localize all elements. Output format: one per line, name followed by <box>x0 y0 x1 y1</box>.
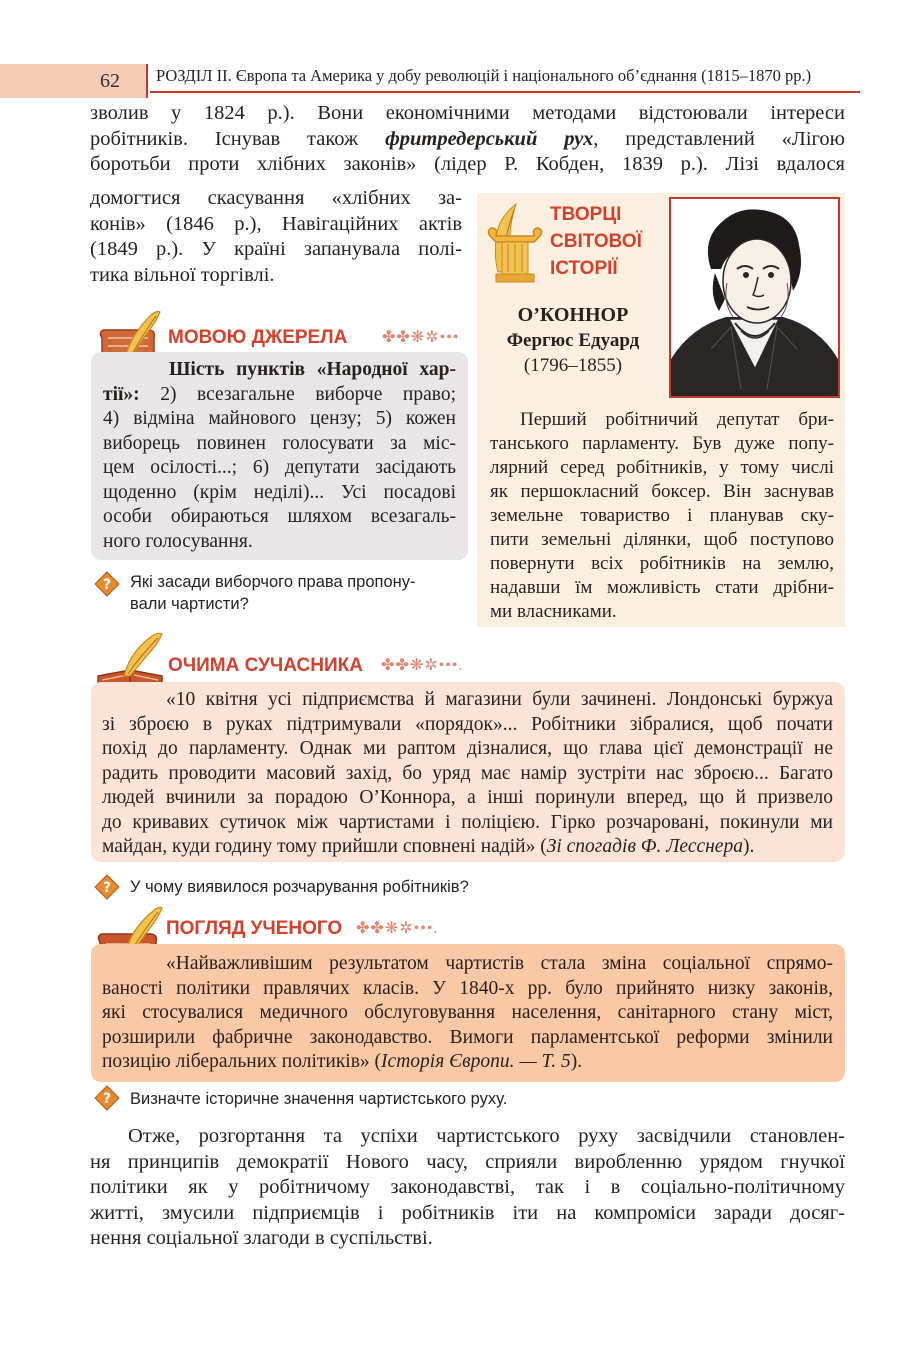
person-surname: О’КОННОР <box>517 304 629 326</box>
text-fragment: майдан, куди годину тому прийшли сповнені надій» ( <box>102 836 547 857</box>
citation: Зі спогадів Ф. Лесснера <box>546 836 743 857</box>
creators-title-line: СВІТОВОЇ <box>550 231 642 252</box>
text-line: похід до парламенту. Однак ми раптом дізналися, що глава цієї демонстрації не <box>102 738 833 759</box>
page-number: 62 <box>100 70 120 92</box>
ornament-divider: ✤✤❋✲•••. <box>356 920 439 937</box>
ornament-divider: ✤✤❋✲•••. <box>381 657 464 674</box>
text-line: особи обираються шляхом всезагаль- <box>103 506 456 527</box>
portrait-frame <box>669 197 840 398</box>
text-line: ваності політики правлячих класів. У 1840-х рр. було прийнято низку законів, <box>102 977 833 999</box>
text-line: Перший робітничий депутат бри- <box>520 409 834 430</box>
key-term: фритредерський рух <box>385 127 594 150</box>
eyes-quote <box>102 688 833 860</box>
question-line: Які засади виборчого права пропону- <box>130 573 416 591</box>
question-text: Визначте історичне значення чартистського руху. <box>130 1090 508 1108</box>
svg-text:?: ? <box>102 880 112 896</box>
text-line: виборець повинен голосувати за міс- <box>103 432 456 454</box>
text-line: до кривавих сутичок між чартистами і поліцією. Гірко розчаровані, покинули ми <box>102 811 833 833</box>
quote-heading-cont: тії»: <box>103 383 140 405</box>
citation: Історія Європи. — Т. 5 <box>381 1051 571 1072</box>
text-line: ня принципів демократії Нового часу, сприяли виробленню урядом гнучкої <box>90 1150 845 1173</box>
intro-paragraph <box>90 101 845 178</box>
ionic-column-icon <box>484 198 546 286</box>
sources-title: МОВОЮ ДЖЕРЕЛА <box>168 327 348 348</box>
svg-text:?: ? <box>102 1091 112 1107</box>
text-fragment: робітників. Існував також <box>90 127 386 150</box>
text-line: розширили фабричне законодавство. Вимоги парламентської реформи змінили <box>102 1026 833 1048</box>
text-line <box>103 358 456 383</box>
text-line: надавши їм можливість стати дрібни- <box>490 577 834 598</box>
text-line: щоденно (крім неділі)... Усі посадові <box>103 481 456 503</box>
question-diamond-icon <box>94 1085 120 1111</box>
text-line <box>102 835 833 860</box>
text-line: (1849 р.). У країні запанувала полі- <box>90 238 462 260</box>
text-line: земельне товариство і планував ску- <box>490 505 834 526</box>
text-line: танського парламенту. Був дуже попу- <box>490 433 834 454</box>
text-line: ного голосування. <box>103 530 253 552</box>
text-line: боротьби проти хлібних законів» (лідер Р. Кобден, 1839 р.). Лізі вдалося <box>90 153 845 175</box>
text-line: «10 квітня усі підприємства й магазини були зачинені. Лондонські буржуа <box>166 689 833 710</box>
question-text <box>130 571 460 615</box>
person-years: (1796–1855) <box>523 355 623 376</box>
text-fragment: ). <box>742 836 755 857</box>
text-line: повернути всіх робітників на землю, <box>490 553 834 574</box>
text-line: цем осілості...; 6) депутати засідають <box>103 457 456 478</box>
creators-description <box>490 408 834 624</box>
text-line: людей вчинили за порадою О’Коннора, а інші поринули вперед, що й призвело <box>102 787 833 808</box>
question-text: У чому виявилося розчарування робітників? <box>130 878 469 896</box>
conclusion-paragraph <box>90 1124 845 1252</box>
question-diamond-icon <box>94 571 120 597</box>
text-fragment: ). <box>570 1051 583 1072</box>
text-line: тика вільної торгівлі. <box>90 263 275 286</box>
text-line: ми власниками. <box>490 601 617 622</box>
header-rule <box>150 91 860 93</box>
sources-quote <box>103 358 456 554</box>
text-line: житті, змусили підприємців і робітників іти на компроміси заради досяг- <box>90 1201 845 1224</box>
text-line: політики як у робітничому законодавстві, так і в соціально-політичному <box>90 1176 845 1198</box>
creators-title <box>550 201 670 282</box>
creators-title-line: ТВОРЦІ <box>550 204 622 225</box>
text-line: як першокласний боксер. Він заснував <box>490 481 834 502</box>
text-line: які стосувалися медичного обслуговування населення, санітарного стану міст, <box>102 1002 833 1023</box>
portrait-image <box>671 199 838 396</box>
text-line: радить проводити масовий захід, бо уряд має намір зустріти нас зброєю... Багато <box>102 762 833 784</box>
intro-paragraph-narrow <box>90 186 462 288</box>
text-line: лярний серед робітників, у тому числі <box>490 457 834 478</box>
text-line: пити земельні ділянки, щоб поступово <box>490 529 834 550</box>
svg-text:?: ? <box>102 577 112 593</box>
text-line: зі зброєю в руках підтримували «порядок»... Робітники зібралися, щоб почати <box>102 713 833 735</box>
chapter-header: РОЗДІЛ II. Європа та Америка у добу революцій і національного об’єднання (1815–1870 рр.) <box>156 66 812 85</box>
text-line: «Найважливішим результатом чартистів стала зміна соціальної спрямо- <box>166 953 833 974</box>
text-line: 4) відміна майнового цензу; 5) кожен <box>103 408 456 429</box>
text-line <box>102 1050 833 1075</box>
creators-title-line: ІСТОРІЇ <box>550 258 618 279</box>
text-line: Отже, розгортання та успіхи чартистського руху засвідчили становлен- <box>128 1125 845 1147</box>
text-line: домогтися скасування «хлібних за- <box>90 187 462 209</box>
scholar-quote <box>102 952 833 1075</box>
question-line: вали чартисти? <box>130 595 249 613</box>
scholar-title: ПОГЛЯД УЧЕНОГО <box>166 918 343 939</box>
text-fragment: позицію ліберальних політиків» ( <box>102 1051 382 1072</box>
text-fragment: , представлений «Лігою <box>593 127 845 150</box>
person-given-name: Фергюс Едуард <box>506 330 640 351</box>
text-line <box>103 383 456 408</box>
text-line: нення соціальної злагоди в суспільстві. <box>90 1227 433 1249</box>
quote-heading: Шість пунктів «Народної хар- <box>169 359 456 380</box>
ornament-divider: ✤✤❋✲••• <box>382 329 460 346</box>
eyes-title: ОЧИМА СУЧАСНИКА <box>168 655 363 676</box>
question-diamond-icon <box>94 874 120 900</box>
text-line: зволив у 1824 р.). Вони економічними методами відстоювали інтереси <box>90 102 845 124</box>
text-fragment: 2) всезагальне виборче право; <box>139 383 456 405</box>
text-line: конів» (1846 р.), Навігаційних актів <box>90 212 462 235</box>
text-line <box>90 127 845 153</box>
